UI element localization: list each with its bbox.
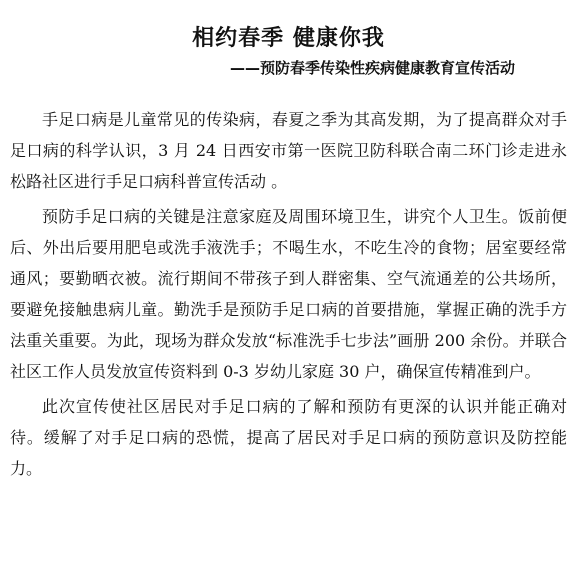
paragraph-prevention: 预防手足口病的关键是注意家庭及周围环境卫生，讲究个人卫生。饭前便后、外出后要用肥皂或洗手液洗手；不喝生水，不吃生冷的食物；居室要经常通风；要勤晒衣被。流行期间不带孩子到人群密集、空气流通差的公共场所，要避免接触患病儿童。勤洗手是预防手足口病的首要措施，掌握正确的洗手方法重关重要。为此，现场为群众发放“标准洗手七步法”画册 200 余份。并联合社区工作人员发放宣传资料到 0-3 岁幼儿家庭 30 户，确保宣传精准到户。 bbox=[10, 207, 567, 381]
document-title: 相约春季 健康你我 bbox=[192, 26, 385, 51]
paragraph-conclusion: 此次宣传使社区居民对手足口病的了解和预防有更深的认识并能正确对待。缓解了对手足口病的恐慌，提高了居民对手足口病的预防意识及防控能力。 bbox=[10, 397, 567, 478]
paragraph-intro: 手足口病是儿童常见的传染病，春夏之季为其高发期，为了提高群众对手足口病的科学认识，3 月 24 日西安市第一医院卫防科联合南二环门诊走进永松路社区进行手足口病科普宣传活动 。 bbox=[10, 110, 567, 191]
document-subtitle: ——预防春季传染性疾病健康教育宣传活动 bbox=[229, 59, 515, 77]
